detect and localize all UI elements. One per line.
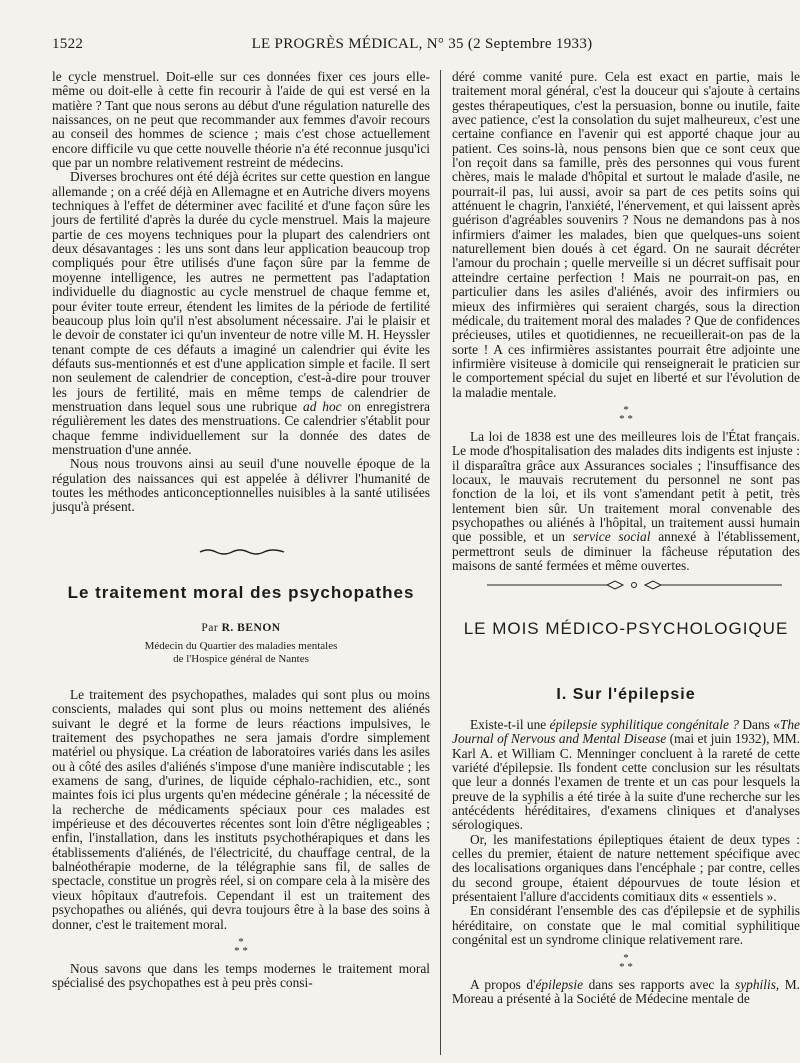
paragraph: Or, les manifestations épileptiques étaient de deux types : celles du premier, étaient de nature nettement spécifique avec des localisations organiques dans l'encéphale ; par contre, celles du second groupe, étaient dépourvues de toute lésion et présentaient l'allure d'accidents comitiaux dits « essentiels ». bbox=[452, 831, 800, 905]
text-run: annexé à l'établissement, permettront seuls de diminuer la fâcheuse réputation des maisons de santé fermées et même ouvertes. bbox=[452, 529, 800, 573]
page-header bbox=[52, 36, 792, 58]
italic-run: The Journal of Nervous and Mental Disease bbox=[452, 717, 800, 747]
stars: * * bbox=[234, 944, 248, 957]
paragraph: le cycle menstruel. Doit-elle sur ces données fixer ces jours elle-même ou doit-elle à cette fin recourir à l'aide de qui est versé en la matière ? Tant que nous serons au début d'une régulation naturelle des naissances, on ne peut que recommander aux femmes d'avoir recours au conseil des hommes de science ; mais c'est chose actuellement encore difficile vu que cette nouvelle théorie n'a été reconnue jusqu'ici que par un nombre relativement restreint de médecins. bbox=[52, 69, 430, 171]
epilepsy-section-body bbox=[452, 718, 800, 1006]
article-body-left bbox=[52, 688, 430, 991]
section-stars bbox=[452, 951, 800, 973]
italic-run: épilepsie bbox=[535, 976, 584, 992]
article-body-right bbox=[452, 70, 800, 573]
paragraph: En considérant l'ensemble des cas d'épilepsie et de syphilis héréditaire, on constate que le mal comitial syphilitique congénital est un syndrome clinique relativement rare. bbox=[452, 903, 800, 948]
text-run: A propos d' bbox=[470, 976, 536, 992]
stars: * * bbox=[619, 960, 633, 973]
italic-run: service social bbox=[572, 529, 651, 545]
text-run: Existe-t-il une bbox=[470, 717, 547, 732]
paragraph: Nous nous trouvons ainsi au seuil d'une nouvelle époque de la régulation des naissances qui est appelée à délivrer l'humanité de toutes les méthodes anticonceptionnelles nuisibles à la santé utilisées jusqu'à présent. bbox=[52, 456, 430, 515]
left-column-continued-article bbox=[52, 70, 430, 515]
text-run: La loi de 1838 est une des meilleures lois de l'État français. Le mode d'hospitalisation des malades dits indigents est injuste : il disparaîtra grâce aux Assurances sociales ; l'insuffisance des locaux, le mauvais recrutement du personnel ne sont pas fonction de la loi, et ils vont s'amendant petit à petit, très lentement bien sûr. Un traitement moral convenable des psychopathes ou aliénés à l'hôpital, un traitement aussi humain que possible, et un bbox=[452, 428, 800, 545]
text-run: on enregistrera régulièrement les dates des menstruations. Ce calendrier s'établit pour chaque femme individuellement sur la donnée des dates de menstruation d'une année. bbox=[52, 398, 430, 457]
star: * bbox=[623, 951, 629, 964]
paragraph bbox=[452, 978, 800, 1007]
text-run: Dans « bbox=[742, 717, 780, 732]
italic-run: syphilis, bbox=[734, 976, 780, 992]
stars: * * bbox=[619, 412, 633, 425]
section-rule bbox=[487, 578, 782, 592]
italic-run: épilepsie syphilitique congénitale ? bbox=[549, 717, 739, 732]
text-run: M. Moreau a présenté à la Société de Médecine mentale de bbox=[452, 976, 800, 1006]
affiliation-line: de l'Hospice général de Nantes bbox=[173, 653, 309, 665]
byline bbox=[52, 622, 430, 634]
paragraph: déré comme vanité pure. Cela est exact en partie, mais le traitement moral général, c'est la douceur qui s'ajoute à certains gestes thérapeutiques, c'est la persuasion, bonne ou inutile, faite avec patience, c'est la consolation du sujet malheureux, c'est une certaine confiance en l'avenir qui est apporté chaque jour au patient. Ces soins-là, nous pensons bien que ce sont ceux que l'on reçoit dans sa famille, près des personnes qui vous furent chères, mais le malade d'hôpital et surtout le malade d'asile, ne pourrait-il pas, lui aussi, avoir sa part de ces petits soins qui atténuent le chagrin, l'anxiété, l'énervement, et qui laissent après guérison d'agréables souvenirs ? Nous ne demandons pas à nos infirmiers d'aimer les malades, bien que quelques-uns soient naturellement bien doués à cet égard. On ne saurait décréter l'amour du prochain ; quelle merveille si un décret suffisait pour atteindre certaine perfection ! Mais ne pourrait-on pas, en particulier dans les asiles d'aliénés, avoir des infirmiers ou mieux des infirmières qui seraient chargés, sous la direction médicale, du traitement moral des malades ? Que de confidences précieuses, utiles et quotidiennes, ne recueillerait-on pas de la sorte ! A ces infirmières assistantes pourrait être adjointe une infirmière visiteuse à domicile qui renseignerait le praticien sur le comportement spécial du sujet en liberté et sur l'évolution de la maladie mentale. bbox=[452, 69, 800, 400]
affiliation bbox=[52, 640, 430, 666]
text-run: (mai et juin 1932), MM. Karl A. et William C. Menninger concluent à la rareté de cette variété d'épilepsie. Ils fondent cette conclusion sur les résultats que leur a donnés l'examen de trente et un cas pour lesquels la preuve de la syphilis a été tirée à la suite d'une recherche sur les antécédents héréditaires, d'examens cliniques et d'analyses sérologiques. bbox=[452, 731, 800, 833]
affiliation-line: Médecin du Quartier des maladies mentales bbox=[144, 640, 338, 652]
column-divider bbox=[440, 70, 441, 1055]
article-title: Le traitement moral des psychopathes bbox=[67, 583, 415, 602]
running-title: LE PROGRÈS MÉDICAL, N° 35 (2 Septembre 1933) bbox=[251, 36, 593, 52]
byline-prefix: Par bbox=[201, 622, 219, 634]
subsection-heading: I. Sur l'épilepsie bbox=[556, 686, 696, 703]
paragraph: Le traitement des psychopathes, malades qui sont plus ou moins conscients, malades qui sont plus ou moins nettement des aliénés suivant le degré et la forme de leurs réactions impulsives, le traitement des psychopathes ne sera jamais d'ordre simplement matériel ou physique. La création de laboratoires variés dans les asiles ou à côté des asiles d'aliénés s'impose d'une manière indiscutable ; les examens de sang, d'urines, de liquide céphalo-rachidien, etc., sont maintes fois ici plus urgents qu'en médecine générale ; la nécessité de la recherche de médicaments spéciaux pour ces malades est impérieuse et des découvertes récentes sont loin d'être négligeables ; enfin, l'installation, dans les instituts psychothérapiques et dans les établissements d'aliénés, de l'électricité, du chauffage central, de la balnéothérapie moderne, de la télégraphie sans fil, de salles de spectacle, constitue un progrès réel, si on compare cela à la misère des vieux hôpitaux d'autrefois. Cependant il est un traitement des psychopathes ou aliénés, qui devra toujours être à la base des soins à donner, c'est le traitement moral. bbox=[52, 687, 430, 932]
paragraph: Nous savons que dans les temps modernes le traitement moral spécialisé des psychopathes est à peu près consi- bbox=[52, 960, 430, 991]
text-run: dans ses rapports avec la bbox=[588, 976, 730, 992]
paragraph bbox=[52, 170, 430, 457]
text-run: Diverses brochures ont été déjà écrites sur cette question en langue allemande ; on a créé déjà en Allemagne et en Autriche divers moyens techniques à l'effet de déterminer avec facilité et d'une façon sûre les jours de fertilité d'après la durée du cycle menstruel. Mais la majeure partie de ces moyens techniques pour la plupart des calendriers ont deux désavantages : les uns sont dans leur application beaucoup trop compliqués pour être utilisés d'une façon sûre par la femme de moyenne intelligence, les autres ne permettent pas l'adaptation individuelle du diagnostic au cycle menstruel de chaque femme et, pour éviter toute erreur, étendent les limites de la période de fertilité beaucoup plus loin qu'il n'est absolument nécessaire. J'ai le plaisir et le devoir de constater ici qu'un inventeur de notre ville M. H. Heyssler tenant compte de ces défauts a imaginé un calendrier qui évite les défauts sus-mentionnés et est d'une application simple et facile. Il sert non seulement de calendrier de conception, c'est-à-dire pour trouver les jours de fertilité, mais en même temps de calendrier de menstruation dans lequel sous une rubrique bbox=[52, 169, 430, 414]
star: * bbox=[238, 935, 244, 948]
section-stars bbox=[52, 935, 430, 957]
author-name: R. BENON bbox=[221, 622, 281, 634]
section-stars bbox=[452, 403, 800, 425]
paragraph bbox=[452, 430, 800, 573]
star: * bbox=[623, 403, 629, 416]
ornament-divider bbox=[198, 547, 286, 557]
italic-run: ad hoc bbox=[303, 398, 342, 414]
section-heading: LE MOIS MÉDICO-PSYCHOLOGIQUE bbox=[463, 619, 789, 638]
paragraph bbox=[452, 718, 800, 833]
page-number: 1522 bbox=[52, 36, 84, 52]
